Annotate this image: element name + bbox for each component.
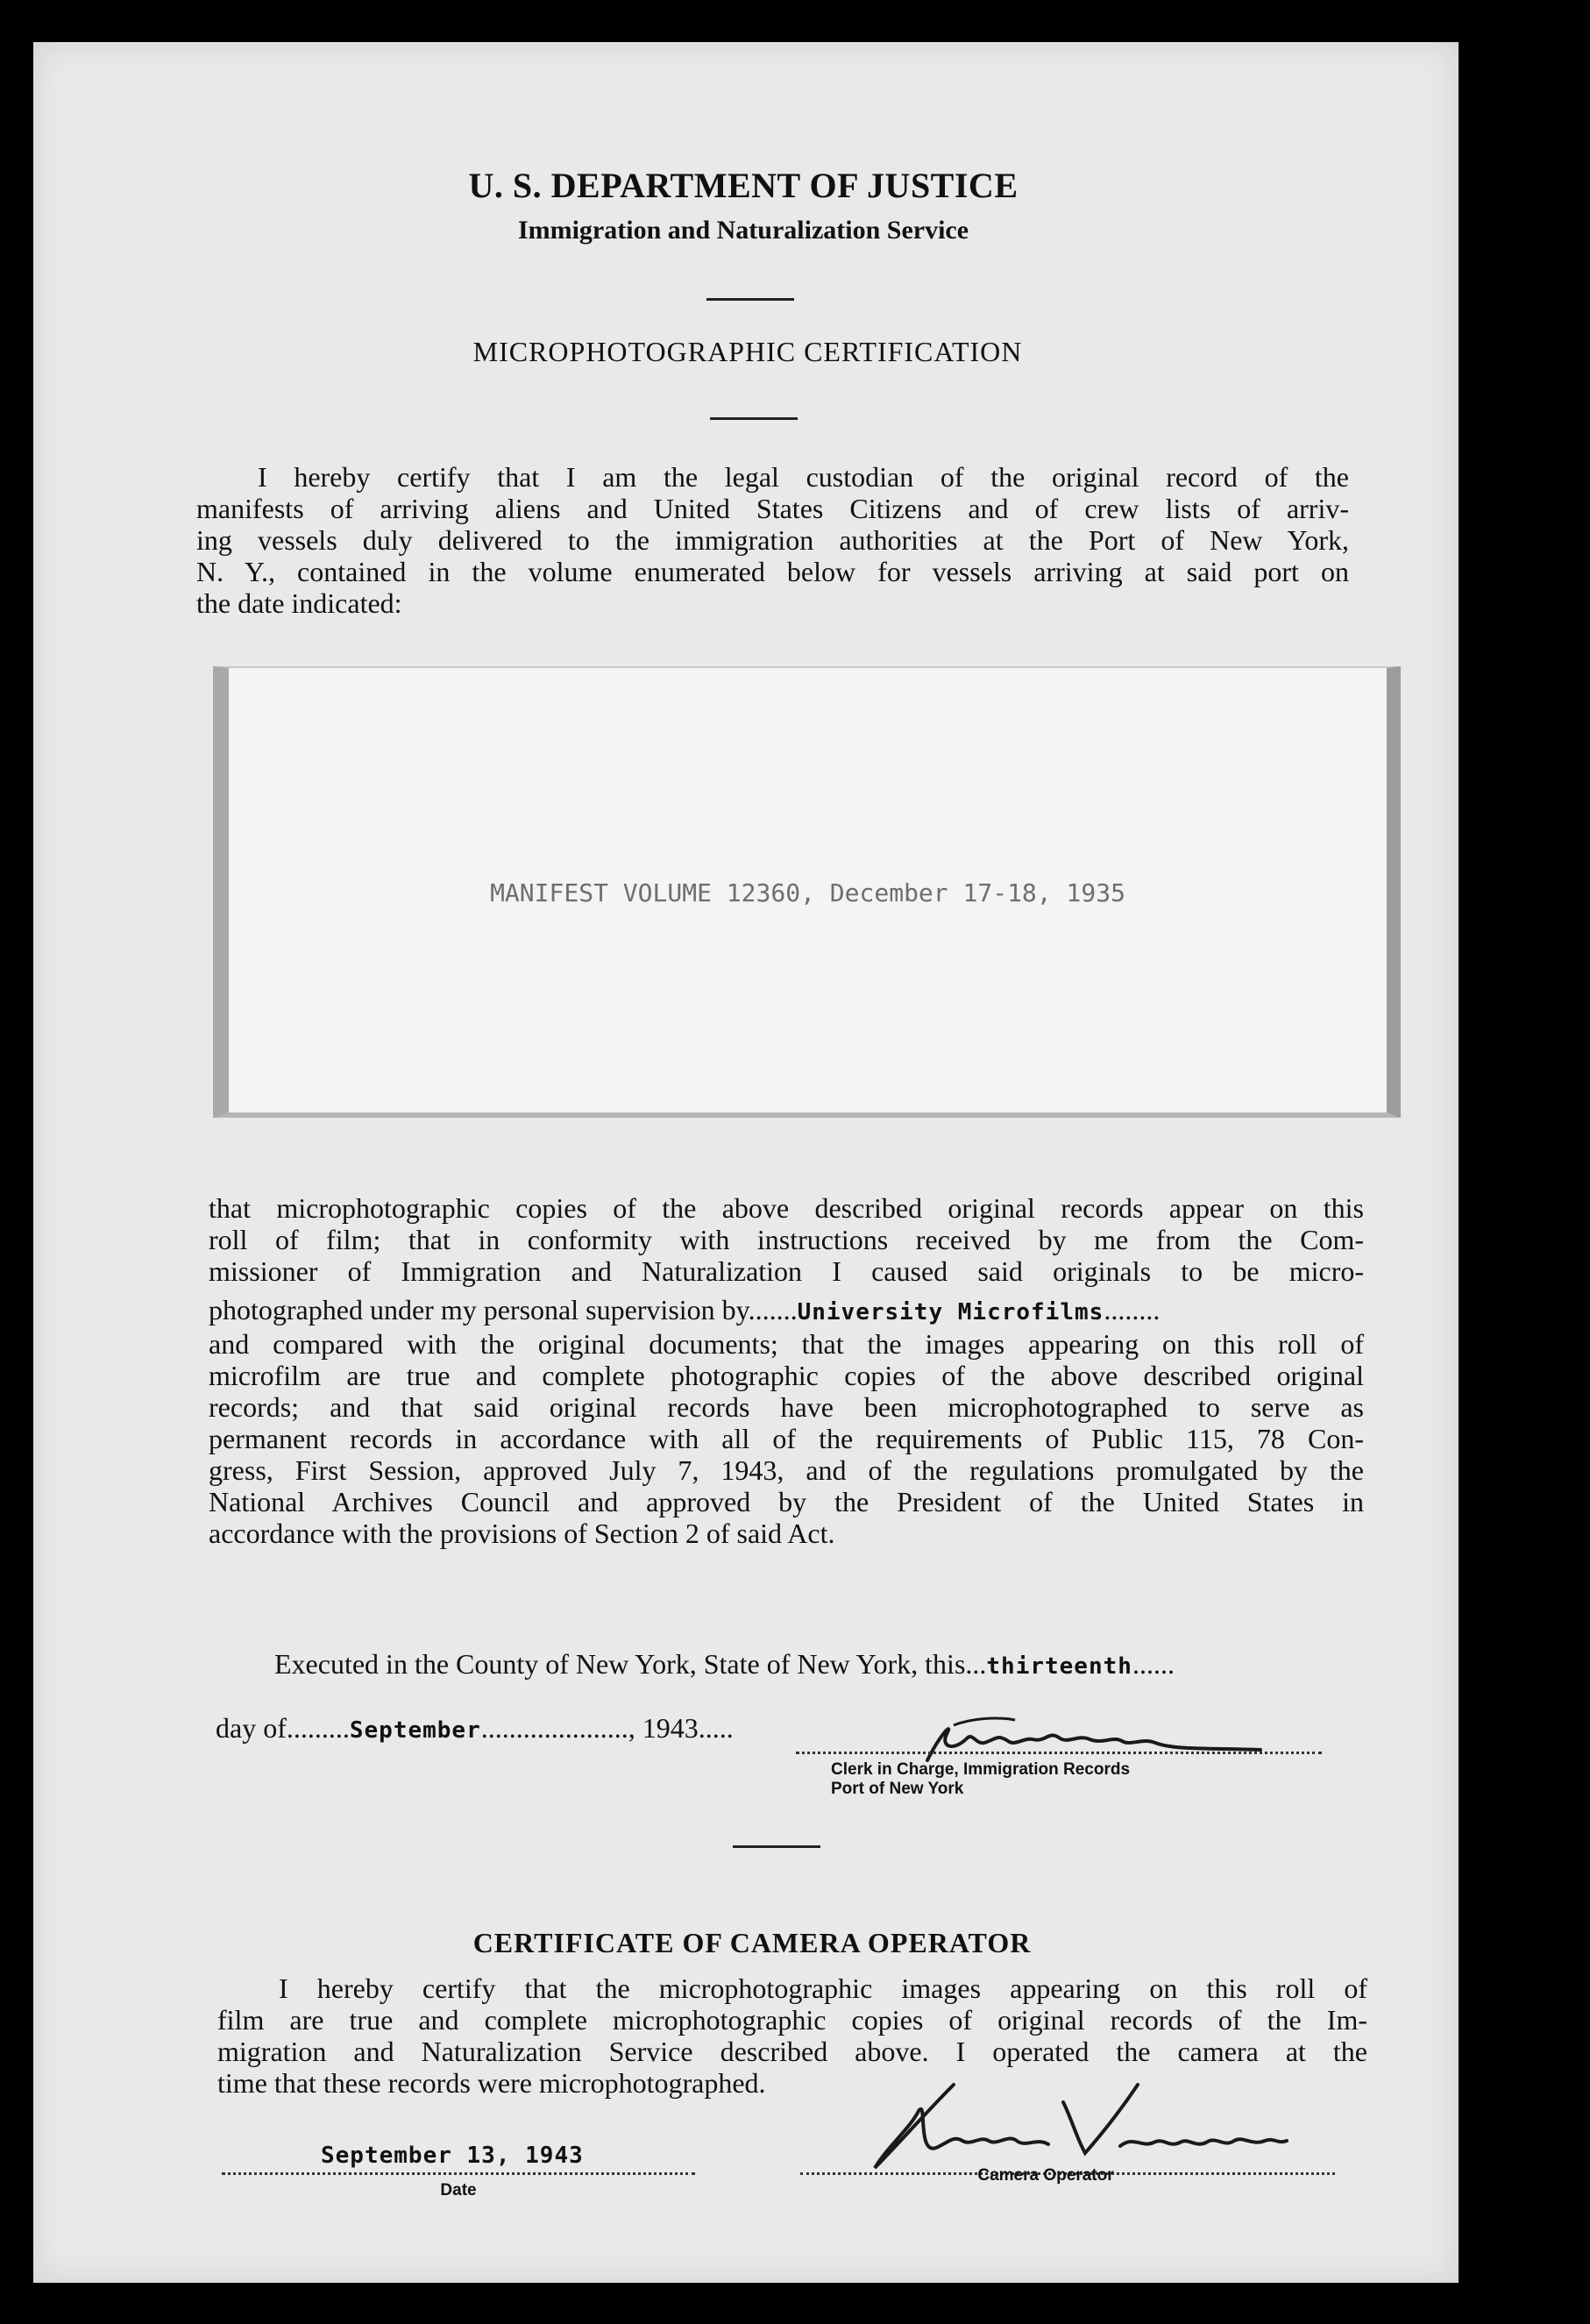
body-line: roll of film; that in conformity with instructions received by me from the Com- xyxy=(209,1224,1364,1255)
body-line: permanent records in accordance with all of the requirements of Public 115, 78 Con- xyxy=(209,1423,1364,1454)
execution-day: thirteenth xyxy=(986,1653,1132,1680)
photographed-prefix: photographed under my personal supervision by xyxy=(209,1294,749,1325)
photographer-name: University Microfilms xyxy=(797,1299,1104,1325)
body-line: microfilm are true and complete photographic copies of the above described original xyxy=(209,1360,1364,1391)
dot-leader: ...... xyxy=(1132,1648,1175,1680)
certificate-sheet xyxy=(33,42,1459,2283)
dot-leader: ......... xyxy=(286,1712,350,1744)
execution-line xyxy=(274,1648,1175,1682)
dot-leader: ........ xyxy=(1104,1294,1161,1325)
operator-date: September 13, 1943 xyxy=(321,2143,584,2169)
clerk-title-line: Port of New York xyxy=(831,1780,964,1798)
dot-leader: ....... xyxy=(748,1294,798,1325)
execution-prefix: Executed in the County of New York, State of New York, this xyxy=(274,1648,966,1680)
intro-paragraph xyxy=(196,461,1349,619)
body-paragraph xyxy=(209,1192,1364,1549)
body-line: accordance with the provisions of Section 2 of said Act. xyxy=(209,1517,835,1549)
photographer-line xyxy=(209,1294,1364,1328)
execution-year: , 1943 xyxy=(628,1712,699,1744)
day-of-prefix: day of xyxy=(216,1712,287,1744)
body-line: that microphotographic copies of the above described original records appear on this xyxy=(209,1192,1364,1224)
header-divider xyxy=(706,298,794,301)
title-divider xyxy=(710,417,798,420)
execution-month: September xyxy=(349,1717,481,1744)
clerk-signature-line xyxy=(796,1752,1322,1754)
day-of-line xyxy=(216,1712,734,1746)
body-line: National Archives Council and approved by the President of the United States in xyxy=(209,1486,1364,1517)
operator-line: I hereby certify that the microphotographic images appearing on this roll of xyxy=(279,1972,1367,2004)
section-divider xyxy=(733,1845,820,1848)
date-label: Date xyxy=(440,2181,477,2200)
clerk-title xyxy=(831,1760,1130,1799)
operator-line: film are true and complete microphotographic copies of original records of the Im- xyxy=(217,2004,1367,2036)
body-line: missioner of Immigration and Naturalization I caused said originals to be micro- xyxy=(209,1255,1364,1287)
intro-line: ing vessels duly delivered to the immigration authorities at the Port of New York, xyxy=(196,524,1349,556)
certification-title: MICROPHOTOGRAPHIC CERTIFICATION xyxy=(472,336,1023,367)
volume-card xyxy=(213,666,1401,1118)
intro-line: manifests of arriving aliens and United States Citizens and of crew lists of arriv- xyxy=(196,493,1349,524)
body-line: records; and that said original records have been microphotographed to serve as xyxy=(209,1391,1364,1423)
service-subtitle: Immigration and Naturalization Service xyxy=(517,216,969,245)
intro-line: N. Y., contained in the volume enumerated below for vessels arriving at said port on xyxy=(196,556,1349,587)
operator-line: time that these records were microphotographed. xyxy=(217,2067,766,2099)
camera-operator-label-wrap xyxy=(936,2162,1155,2185)
clerk-title-line: Clerk in Charge, Immigration Records xyxy=(831,1760,1131,1779)
body-line: and compared with the original documents; that the images appearing on this roll of xyxy=(209,1328,1364,1360)
camera-operator-heading: CERTIFICATE OF CAMERA OPERATOR xyxy=(472,1927,1032,1958)
body-line: gress, First Session, approved July 7, 1943, and of the regulations promulgated by the xyxy=(209,1454,1364,1486)
operator-line: migration and Naturalization Service described above. I operated the camera at the xyxy=(217,2036,1367,2067)
intro-line: I hereby certify that I am the legal custodian of the original record of the xyxy=(258,461,1349,493)
department-title: U. S. DEPARTMENT OF JUSTICE xyxy=(468,166,1019,205)
dot-leader: ..................... xyxy=(480,1712,628,1744)
dot-leader: ... xyxy=(965,1648,987,1680)
volume-label: MANIFEST VOLUME 12360, December 17-18, 1935 xyxy=(490,878,1125,907)
intro-line: the date indicated: xyxy=(196,587,402,619)
dot-leader: ..... xyxy=(698,1712,734,1744)
camera-operator-label: Camera Operator xyxy=(977,2166,1114,2185)
date-line xyxy=(222,2172,695,2175)
